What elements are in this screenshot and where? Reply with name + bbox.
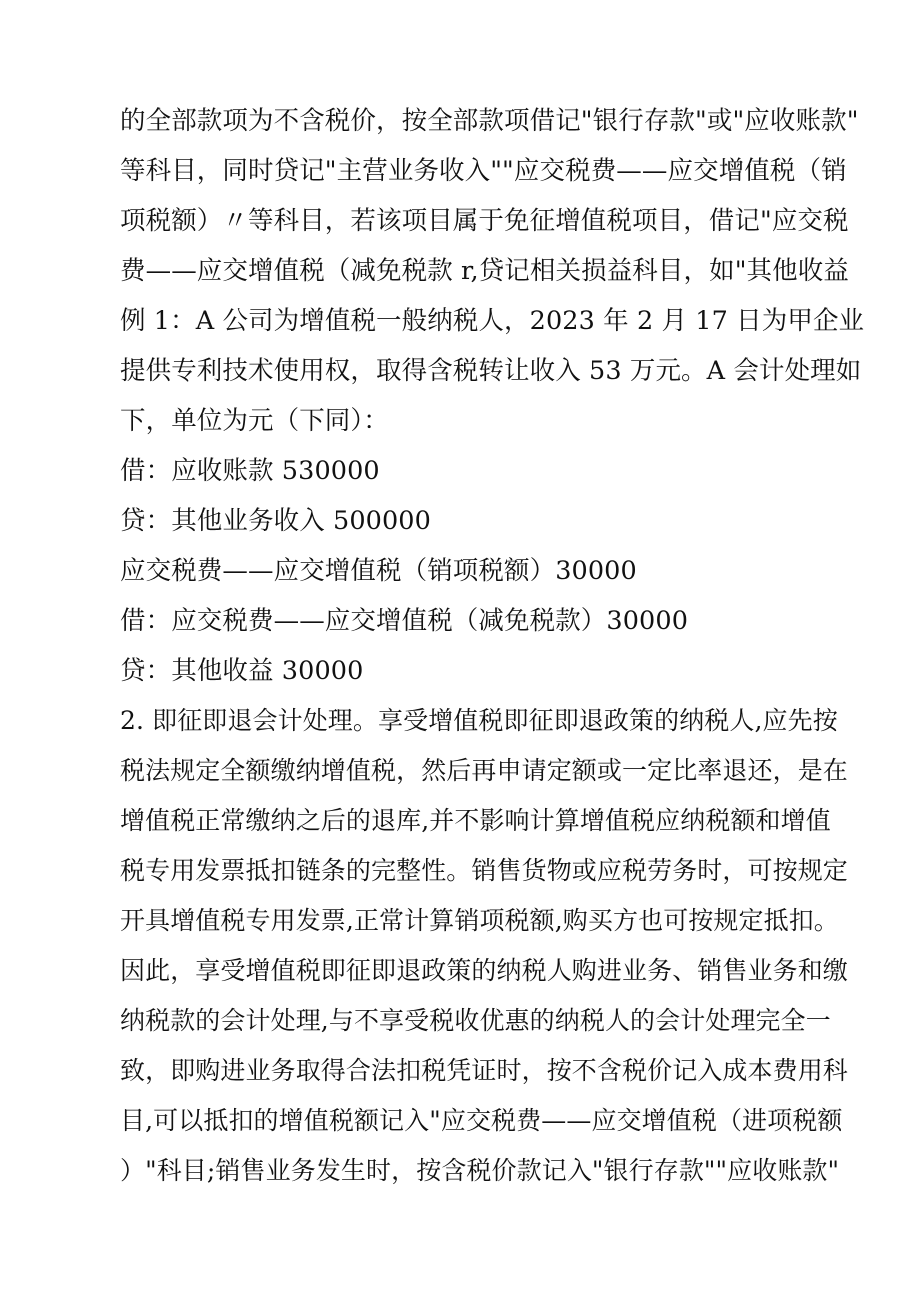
text-line: 税专用发票抵扣链条的完整性。销售货物或应税劳务时，可按规定 xyxy=(120,856,848,885)
text-line: 致，即购进业务取得合法扣税凭证时，按不含税价记入成本费用科 xyxy=(120,1056,848,1085)
text-line-example-heading: 例 1：A 公司为增值税一般纳税人，2023 年 2 月 17 日为甲企业 xyxy=(120,306,865,336)
journal-entry-line: 贷：其他收益 30000 xyxy=(120,656,364,686)
journal-entry-line: 应交税费——应交增值税（销项税额）30000 xyxy=(120,556,637,586)
text-line: 目,可以抵扣的增值税额记入"应交税费——应交增值税（进项税额 xyxy=(120,1106,843,1135)
text-line: 下，单位为元（下同）： xyxy=(120,406,389,436)
text-line: 提供专利技术使用权，取得含税转让收入 53 万元。A 会计处理如 xyxy=(120,356,862,386)
text-line: 费——应交增值税（减免税款 r,贷记相关损益科目，如"其他收益 xyxy=(120,256,849,286)
text-line: 纳税款的会计处理,与不享受税收优惠的纳税人的会计处理完全一 xyxy=(120,1006,831,1035)
text-line: 增值税正常缴纳之后的退库,并不影响计算增值税应纳税额和增值 xyxy=(120,806,831,835)
text-line: 项税额）〃等科目，若该项目属于免征增值税项目，借记"应交税 xyxy=(120,206,849,236)
text-line: 因此，享受增值税即征即退政策的纳税人购进业务、销售业务和缴 xyxy=(120,956,848,985)
journal-entry-line: 贷：其他业务收入 500000 xyxy=(120,506,431,536)
journal-entry-line: 借：应收账款 530000 xyxy=(120,456,380,486)
text-line: 开具增值税专用发票,正常计算销项税额,购买方也可按规定抵扣。 xyxy=(120,906,839,935)
journal-entry-line: 借：应交税费——应交增值税（减免税款）30000 xyxy=(120,606,689,636)
text-line: 等科目，同时贷记"主营业务收入""应交税费——应交增值税（销 xyxy=(120,156,847,186)
text-line: 的全部款项为不含税价，按全部款项借记"银行存款"或"应收账款" xyxy=(120,106,859,136)
text-line: 税法规定全额缴纳增值税，然后再申请定额或一定比率退还，是在 xyxy=(120,756,848,785)
text-line-section-heading: 2. 即征即退会计处理。享受增值税即征即退政策的纳税人,应先按 xyxy=(120,706,838,735)
document-text-body xyxy=(120,96,865,1196)
text-line: ）"科目;销售业务发生时，按含税价款记入"银行存款""应收账款" xyxy=(120,1156,840,1185)
